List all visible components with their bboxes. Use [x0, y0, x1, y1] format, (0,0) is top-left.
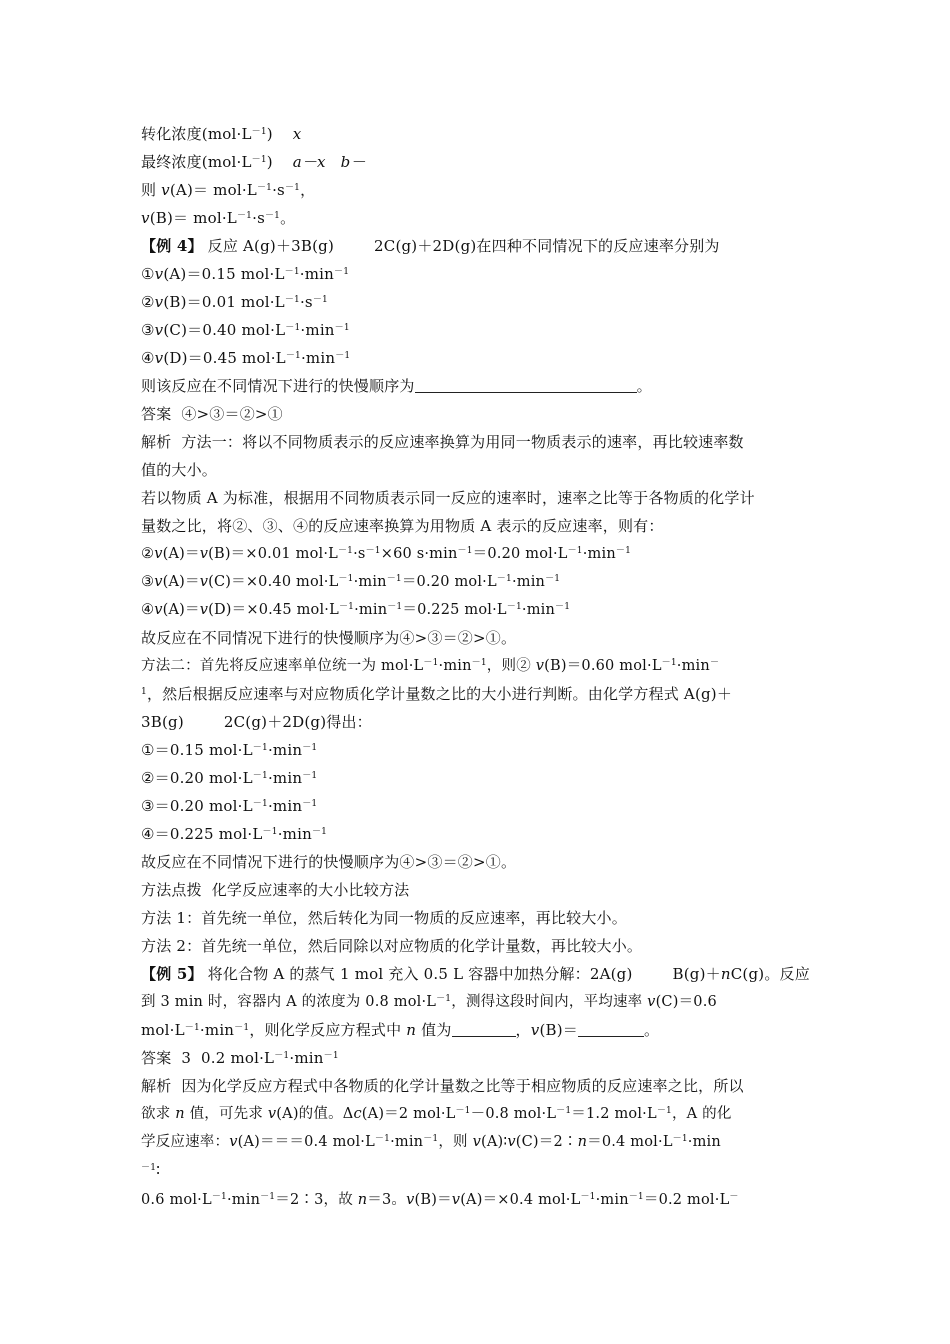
method-2-line: 方法二：首先将反应速率单位统一为 $mol\cdot L^{-1}\cdot\min^{-1}$，则② v(B)＝0.60 $mol\cdot L^{-1}\cdot\min^-$ — [141, 658, 720, 674]
condition-3: ③v(C)＝0.40 $mol\cdot L^{-1}\cdot\min^{-1}$ — [141, 321, 350, 339]
analysis-line: 量数之比，将②、③、④的反应速率换算为用物质 A 表示的反应速率，则有： — [141, 517, 664, 535]
condition-2: ②v(B)＝0.01 $mol\cdot L^{-1}\cdot s^{-1}$ — [141, 293, 328, 311]
conversion-2: ②v(A)＝v(B)＝×0.01 $mol\cdot L^{-1}\cdot s^{-1}\times 60$ $s\cdot\min^{-1}=0.20$ $mol\cdot L^{-1}\cdot\min^{-1}$ — [141, 546, 632, 562]
method-tip-1: 方法 1：首先统一单位，然后转化为同一物质的反应速率，再比较大小。 — [141, 909, 627, 927]
answer-4: 答案 ④>③＝②>① — [141, 405, 283, 423]
question-4: 则该反应在不同情况下进行的快慢顺序为 。 — [141, 377, 652, 395]
result-2: ②＝0.20 $mol\cdot L^{-1}\cdot\min^{-1}$ — [141, 769, 318, 787]
conclusion-line: 故反应在不同情况下进行的快慢顺序为④>③＝②>①。 — [141, 853, 517, 871]
result-1: ①＝0.15 $mol\cdot L^{-1}\cdot\min^{-1}$ — [141, 741, 318, 759]
condition-4: ④v(D)＝0.45 $mol\cdot L^{-1}\cdot\min^{-1}$ — [141, 349, 351, 367]
condition-1: ①v(A)＝0.15 $mol\cdot L^{-1}\cdot\min^{-1}$ — [141, 265, 350, 283]
conversion-4: ④v(A)＝v(D)＝×0.45 $mol\cdot L^{-1}\cdot\min^{-1}=0.225$ $mol\cdot L^{-1}\cdot\min^{-1}$ — [141, 602, 571, 618]
example-5-line: $mol\cdot L^{-1}\cdot\min^{-1}$，则化学反应方程式中 n 值为 ，v(B)＝ 。 — [141, 1021, 660, 1039]
line-rate-b: $v(B)= mol\cdot L^{-1}\cdot s^{-1}$。 — [141, 209, 296, 227]
line-converted-concentration: 转化浓度$(mol\cdot L^{-1})$ x — [141, 125, 302, 143]
example-5-line: 到 3 min 时，容器内 A 的浓度为 0.8 $mol\cdot L^{-1}$，测得这段时间内，平均速率 v(C)＝0.6 — [141, 994, 717, 1010]
method-tip-2: 方法 2：首先统一单位，然后同除以对应物质的化学计量数，再比较大小。 — [141, 937, 643, 955]
answer-5: 答案 3 0.2 $mol\cdot L^{-1}\cdot\min^{-1}$ — [141, 1049, 339, 1067]
example-5-title: 【例 5】 将化合物 A 的蒸气 1 mol 充入 0.5 L 容器中加热分解：2A(g) B(g)＋nC(g)。反应 — [141, 965, 810, 983]
analysis-5-line: 解析 因为化学反应方程式中各物质的化学计量数之比等于相应物质的反应速率之比，所以 — [141, 1077, 744, 1095]
method-2-line: $^1$，然后根据反应速率与对应物质化学计量数之比的大小进行判断。由化学方程式 A(g)＋ — [141, 685, 733, 703]
analysis-line: 解析 方法一：将以不同物质表示的反应速率换算为用同一物质表示的速率，再比较速率数 — [141, 433, 744, 451]
result-4: ④＝0.225 $mol\cdot L^{-1}\cdot\min^{-1}$ — [141, 825, 328, 843]
analysis-line: 值的大小。 — [141, 461, 218, 479]
analysis-5-line: 0.6 $mol\cdot L^{-1}\cdot\min^{-1}=2∶3$，故 n＝3。v(B)＝v(A)＝×0.4 $mol\cdot L^{-1}\cdot\min^{-1}=0.2$ mol·L－ — [141, 1192, 739, 1208]
conclusion-line: 故反应在不同情况下进行的快慢顺序为④>③＝②>①。 — [141, 629, 517, 647]
analysis-5-line: $^{-1}$∶ — [141, 1161, 161, 1179]
result-3: ③＝0.20 $mol\cdot L^{-1}\cdot\min^{-1}$ — [141, 797, 318, 815]
answer-blank — [452, 1022, 516, 1037]
conversion-3: ③v(A)＝v(C)＝×0.40 $mol\cdot L^{-1}\cdot\min^{-1}=0.20$ $mol\cdot L^{-1}\cdot\min^{-1}$ — [141, 574, 561, 590]
answer-blank — [578, 1022, 644, 1037]
method-2-line: 3B(g) 2C(g)＋2D(g)得出： — [141, 713, 372, 731]
analysis-5-line: 欲求 n 值，可先求 v(A)的值。Δc(A)＝2 $mol\cdot L^{-1}-0.8$ $mol\cdot L^{-1}=1.2$ $mol\cdot L^{-1}$，A 的化 — [141, 1106, 732, 1122]
analysis-line: 若以物质 A 为标准，根据用不同物质表示同一反应的速率时，速率之比等于各物质的化学计 — [141, 489, 755, 507]
line-rate-a: 则 $v(A)= mol\cdot L^{-1}\cdot s^{-1}$， — [141, 181, 316, 199]
analysis-5-line: 学反应速率：v(A)＝＝＝0.4 $mol\cdot L^{-1}\cdot\min^{-1}$，则 v(A)∶v(C)＝2∶n＝0.4 $mol\cdot L^{-1}\cdot\min$ — [141, 1134, 721, 1150]
answer-blank — [415, 378, 637, 393]
method-tip-title: 方法点拨 化学反应速率的大小比较方法 — [141, 881, 410, 899]
example-4-title: 【例 4】 反应 A(g)＋3B(g) 2C(g)＋2D(g)在四种不同情况下的反应速率分别为 — [141, 237, 720, 255]
line-final-concentration: 最终浓度$(mol\cdot L^{-1})$ a－x b－ — [141, 153, 366, 171]
